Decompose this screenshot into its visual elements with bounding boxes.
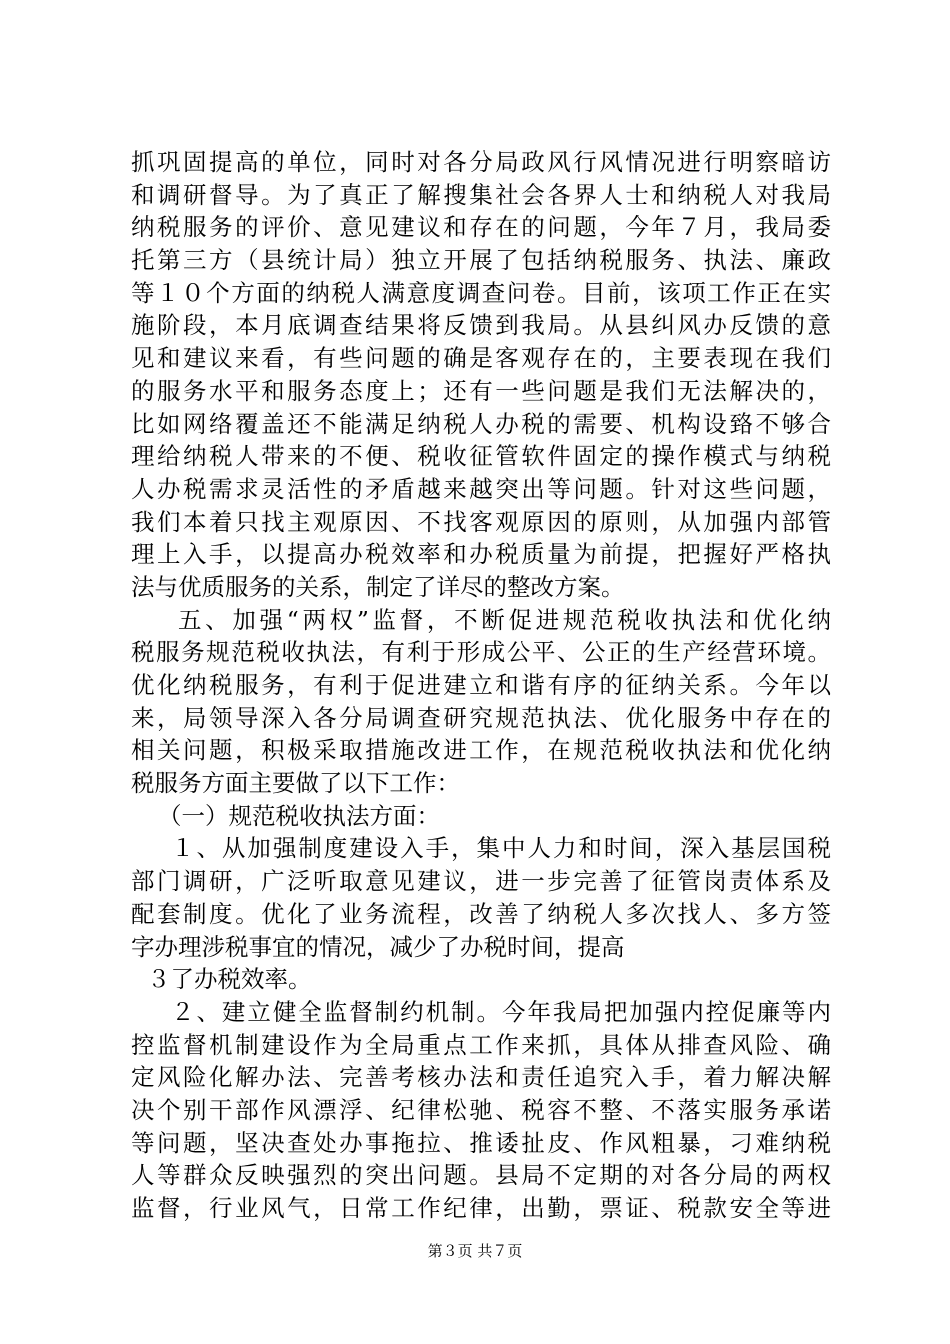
text-line: 字办理涉税事宜的情况，减少了办税时间，提高: [131, 932, 625, 961]
text-line: 托第三方（县统计局）独立开展了包括纳税服务、执法、廉政: [131, 246, 831, 275]
text-line: 人办税需求灵活性的矛盾越来越突出等问题。针对这些问题，: [131, 474, 831, 503]
text-line: ３了办税效率。: [147, 965, 312, 994]
text-line: 见和建议来看，有些问题的确是客观存在的，主要表现在我们: [131, 344, 831, 373]
text-line: 理给纳税人带来的不便、税收征管软件固定的操作模式与纳税: [131, 442, 831, 471]
text-line: 比如网络覆盖还不能满足纳税人办税的需要、机构设臵不够合: [131, 409, 831, 438]
subsection-heading: （一）规范税收执法方面：: [158, 801, 440, 830]
text-line: 定风险化解办法、完善考核办法和责任追究入手，着力解决解: [131, 1063, 831, 1092]
text-line: 我们本着只找主观原因、不找客观原因的原则，从加强内部管: [131, 507, 831, 536]
text-line: 人等群众反映强烈的突出问题。县局不定期的对各分局的两权: [131, 1161, 831, 1190]
numbered-item-line: ２、建立健全监督制约机制。今年我局把加强内控促廉等内: [171, 997, 831, 1026]
text-line: 优化纳税服务，有利于促进建立和谐有序的征纳关系。今年以: [131, 671, 831, 699]
text-line: 法与优质服务的关系，制定了详尽的整改方案。: [131, 572, 625, 601]
text-line: 的服务水平和服务态度上；还有一些问题是我们无法解决的，: [131, 376, 831, 405]
text-line: 部门调研，广泛听取意见建议，进一步完善了征管岗责体系及: [131, 867, 831, 896]
text-line: 控监督机制建设作为全局重点工作来抓，具体从排查风险、确: [131, 1030, 831, 1059]
text-line: 和调研督导。为了真正了解搜集社会各界人士和纳税人对我局: [131, 180, 831, 209]
section-heading-line: 五、加强“两权”监督，不断促进规范税收执法和优化纳: [178, 605, 831, 634]
numbered-item-line: １、从加强制度建设入手，集中人力和时间，深入基层国税: [171, 834, 831, 863]
text-line: 来，局领导深入各分局调查研究规范执法、优化服务中存在的: [131, 703, 831, 732]
text-line: 监督，行业风气，日常工作纪律，出勤，票证、税款安全等进: [131, 1194, 831, 1222]
text-line: 配套制度。优化了业务流程，改善了纳税人多次找人、多方签: [131, 899, 831, 928]
text-line: 抓巩固提高的单位，同时对各分局政风行风情况进行明察暗访: [131, 148, 831, 176]
text-line: 施阶段，本月底调查结果将反馈到我局。从县纠风办反馈的意: [131, 311, 831, 340]
text-line: 理上入手，以提高办税效率和办税质量为前提，把握好严格执: [131, 540, 831, 569]
text-line: 相关问题，积极采取措施改进工作，在规范税收执法和优化纳: [131, 736, 831, 765]
text-line: 税服务方面主要做了以下工作：: [131, 769, 460, 798]
page-number-footer: 第３页 共７页: [427, 1242, 523, 1260]
text-line: 等１０个方面的纳税人满意度调查问卷。目前，该项工作正在实: [131, 278, 831, 307]
text-line: 纳税服务的评价、意见建议和存在的问题，今年７月，我局委: [131, 213, 831, 242]
text-line: 税服务规范税收执法，有利于形成公平、公正的生产经营环境。: [131, 638, 831, 667]
document-body: [131, 146, 831, 1225]
text-line: 等问题，坚决查处办事拖拉、推诿扯皮、作风粗暴，刁难纳税: [131, 1128, 831, 1157]
text-line: 决个别干部作风漂浮、纪律松驰、税容不整、不落实服务承诺: [131, 1095, 831, 1124]
